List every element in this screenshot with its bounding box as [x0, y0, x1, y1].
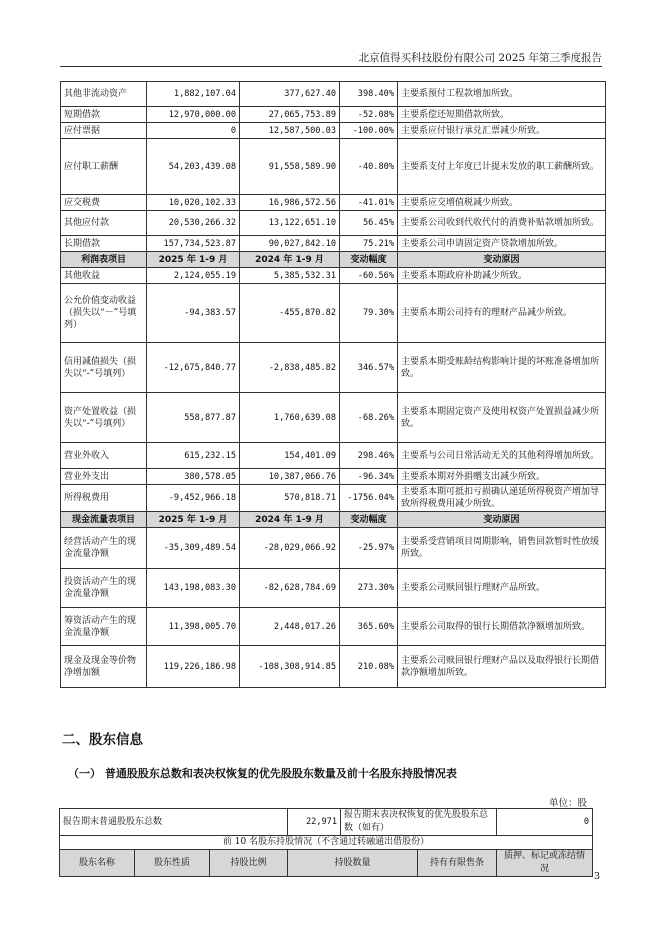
- subsection-title: （一） 普通股股东总数和表决权恢复的优先股股东数量及前十名股东持股情况表: [68, 767, 457, 780]
- change-rate: -96.34%: [340, 469, 398, 485]
- column-header: 2024 年 1-9 月: [240, 512, 340, 528]
- table-row: [61, 236, 606, 252]
- change-reason: 主要系受营销项目周期影响，销售回款暂时性放缓所致。: [398, 528, 606, 569]
- column-header: 利润表项目: [61, 252, 147, 268]
- previous-value: 27,065,753.89: [240, 107, 340, 123]
- item-name: 营业外支出: [61, 469, 147, 485]
- change-rate: -68.26%: [340, 393, 398, 443]
- previous-value: -82,628,784.69: [240, 569, 340, 608]
- change-rate: 398.40%: [340, 82, 398, 107]
- table-row: [61, 646, 606, 688]
- previous-value: -2,838,485.82: [240, 343, 340, 393]
- table-row: [61, 469, 606, 485]
- total-shareholders-label: 报告期末普通股股东总数: [60, 809, 288, 836]
- change-rate: 75.21%: [340, 236, 398, 252]
- previous-value: 154,401.09: [240, 443, 340, 469]
- previous-value: 10,387,066.76: [240, 469, 340, 485]
- change-rate: -40.80%: [340, 139, 398, 195]
- unit-label: 单位：股: [548, 798, 587, 809]
- change-rate: -25.97%: [340, 528, 398, 569]
- current-value: 11,398,005.70: [147, 608, 240, 646]
- current-value: 20,530,266.32: [147, 211, 240, 236]
- column-header: 持有有限售条: [418, 850, 497, 877]
- top10-title: 前 10 名股东持股情况（不含通过转融通出借股份）: [60, 836, 593, 850]
- current-value: -35,309,489.54: [147, 528, 240, 569]
- current-value: 157,734,523.87: [147, 236, 240, 252]
- current-value: 1,882,107.04: [147, 82, 240, 107]
- item-name: 应付票据: [61, 123, 147, 139]
- change-reason: 主要系预付工程款增加所致。: [398, 82, 606, 107]
- current-value: 10,020,102.33: [147, 195, 240, 211]
- section-header-row: [61, 512, 606, 528]
- table-row: [61, 608, 606, 646]
- section-title-shareholders: 二、股东信息: [62, 732, 143, 748]
- item-name: 筹资活动产生的现金流量净额: [61, 608, 147, 646]
- column-header: 变动幅度: [340, 512, 398, 528]
- column-header: 2024 年 1-9 月: [240, 252, 340, 268]
- change-reason: 主要系应付银行承兑汇票减少所致。: [398, 123, 606, 139]
- change-rate: 210.08%: [340, 646, 398, 688]
- previous-value: 16,986,572.56: [240, 195, 340, 211]
- item-name: 经营活动产生的现金流量净额: [61, 528, 147, 569]
- change-rate: -100.00%: [340, 123, 398, 139]
- column-header: 股东性质: [135, 850, 210, 877]
- table-row: [61, 123, 606, 139]
- table-row: [61, 528, 606, 569]
- change-rate: 365.60%: [340, 608, 398, 646]
- previous-value: 90,027,842.10: [240, 236, 340, 252]
- column-header: 持股比例: [210, 850, 288, 877]
- previous-value: 2,448,017.26: [240, 608, 340, 646]
- table-row: [61, 393, 606, 443]
- shareholder-total-row: [60, 809, 593, 836]
- change-reason: 主要系偿还短期借款所致。: [398, 107, 606, 123]
- column-header: 变动幅度: [340, 252, 398, 268]
- previous-value: 13,122,651.10: [240, 211, 340, 236]
- item-name: 投资活动产生的现金流量净额: [61, 569, 147, 608]
- change-reason: 主要系本期政府补助减少所致。: [398, 268, 606, 284]
- current-value: 380,578.05: [147, 469, 240, 485]
- change-reason: 主要系公司收到代收代付的消费补贴款增加所致。: [398, 211, 606, 236]
- change-reason: 主要系公司取得的银行长期借款净额增加所致。: [398, 608, 606, 646]
- previous-value: 91,558,589.90: [240, 139, 340, 195]
- item-name: 所得税费用: [61, 485, 147, 512]
- table-row: [61, 443, 606, 469]
- change-reason: 主要系公司赎回银行理财产品以及取得银行长期借款净额增加所致。: [398, 646, 606, 688]
- current-value: 54,203,439.08: [147, 139, 240, 195]
- change-reason: 主要系支付上年度已计提未发放的职工薪酬所致。: [398, 139, 606, 195]
- table-row: [61, 284, 606, 343]
- current-value: -9,452,966.18: [147, 485, 240, 512]
- current-value: 119,226,186.98: [147, 646, 240, 688]
- item-name: 应付职工薪酬: [61, 139, 147, 195]
- change-rate: 56.45%: [340, 211, 398, 236]
- table-row: [61, 268, 606, 284]
- previous-value: 377,627.40: [240, 82, 340, 107]
- header-divider: [60, 66, 602, 67]
- change-reason: 主要系本期固定资产及使用权资产处置损益减少所致。: [398, 393, 606, 443]
- change-rate: 298.46%: [340, 443, 398, 469]
- change-rate: -1756.04%: [340, 485, 398, 512]
- current-value: -12,675,840.77: [147, 343, 240, 393]
- item-name: 资产处置收益（损失以“-”号填列）: [61, 393, 147, 443]
- column-header: 现金流量表项目: [61, 512, 147, 528]
- section-header-row: [61, 252, 606, 268]
- change-reason: 主要系本期公司持有的理财产品减少所致。: [398, 284, 606, 343]
- shareholder-header-row: [60, 850, 593, 877]
- current-value: 2,124,055.19: [147, 268, 240, 284]
- change-rate: 346.57%: [340, 343, 398, 393]
- column-header: 2025 年 1-9 月: [147, 252, 240, 268]
- change-reason: 主要系公司申请固定资产贷款增加所致。: [398, 236, 606, 252]
- previous-value: -455,870.82: [240, 284, 340, 343]
- previous-value: 1,760,639.08: [240, 393, 340, 443]
- table-row: [61, 211, 606, 236]
- table-row: [61, 343, 606, 393]
- item-name: 其他应付款: [61, 211, 147, 236]
- item-name: 营业外收入: [61, 443, 147, 469]
- change-rate: 273.30%: [340, 569, 398, 608]
- page-number: 3: [593, 871, 600, 882]
- table-row: [61, 107, 606, 123]
- report-header-title: 北京值得买科技股份有限公司 2025 年第三季度报告: [358, 52, 602, 64]
- table-row: [61, 485, 606, 512]
- column-header: 质押、标记或冻结情况: [497, 850, 593, 877]
- current-value: 615,232.15: [147, 443, 240, 469]
- current-value: 0: [147, 123, 240, 139]
- previous-value: -108,308,914.85: [240, 646, 340, 688]
- change-rate: -60.56%: [340, 268, 398, 284]
- item-name: 其他收益: [61, 268, 147, 284]
- item-name: 应交税费: [61, 195, 147, 211]
- column-header: 持股数量: [288, 850, 418, 877]
- previous-value: 570,818.71: [240, 485, 340, 512]
- total-shareholders-value: 22,971: [288, 809, 341, 836]
- change-reason: 主要系本期对外捐赠支出减少所致。: [398, 469, 606, 485]
- change-reason: 主要系公司赎回银行理财产品所致。: [398, 569, 606, 608]
- current-value: 12,970,000.00: [147, 107, 240, 123]
- change-reason: 主要系本期可抵扣亏损确认递延所得税资产增加导致所得税费用减少所致。: [398, 485, 606, 512]
- previous-value: 5,385,532.31: [240, 268, 340, 284]
- change-reason: 主要系本期受账龄结构影响计提的坏账准备增加所致。: [398, 343, 606, 393]
- column-header: 股东名称: [60, 850, 135, 877]
- change-reason: 主要系应交增值税减少所致。: [398, 195, 606, 211]
- column-header: 2025 年 1-9 月: [147, 512, 240, 528]
- item-name: 其他非流动资产: [61, 82, 147, 107]
- item-name: 短期借款: [61, 107, 147, 123]
- item-name: 公允价值变动收益（损失以“－”号填列）: [61, 284, 147, 343]
- item-name: 信用减值损失（损失以“-”号填列）: [61, 343, 147, 393]
- previous-value: 12,587,500.03: [240, 123, 340, 139]
- table-row: [61, 195, 606, 211]
- change-rate: -52.08%: [340, 107, 398, 123]
- preferred-shareholders-label: 报告期末表决权恢复的优先股股东总数（如有）: [341, 809, 497, 836]
- table-row: [61, 139, 606, 195]
- change-rate: -41.01%: [340, 195, 398, 211]
- current-value: 143,198,083.30: [147, 569, 240, 608]
- previous-value: -28,029,066.92: [240, 528, 340, 569]
- column-header: 变动原因: [398, 512, 606, 528]
- shareholder-table: [59, 808, 593, 877]
- current-value: -94,383.57: [147, 284, 240, 343]
- top10-title-row: [60, 836, 593, 850]
- table-row: [61, 82, 606, 107]
- item-name: 现金及现金等价物净增加额: [61, 646, 147, 688]
- current-value: 558,877.87: [147, 393, 240, 443]
- changes-table: [60, 81, 606, 688]
- item-name: 长期借款: [61, 236, 147, 252]
- table-row: [61, 569, 606, 608]
- change-rate: 79.30%: [340, 284, 398, 343]
- change-reason: 主要系与公司日常活动无关的其他利得增加所致。: [398, 443, 606, 469]
- preferred-shareholders-value: 0: [497, 809, 593, 836]
- column-header: 变动原因: [398, 252, 606, 268]
